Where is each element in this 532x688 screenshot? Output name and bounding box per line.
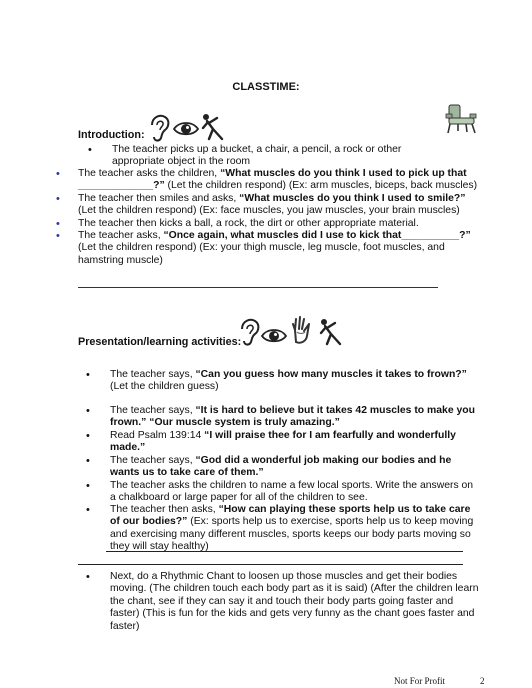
list-item xyxy=(110,369,480,394)
list-item xyxy=(110,480,480,505)
item-text: The teacher asks the children to name a few local sports. Write the answers on a chalkboard or large paper for all of the children to see. xyxy=(110,480,474,504)
presentation-heading: Presentation/learning activities: xyxy=(78,336,242,348)
item-bold-text: “I will praise thee for I am fearfully and wonderfully made.” xyxy=(110,430,456,454)
chant-text: Next, do a Rhythmic Chant to loosen up those muscles and get their bodies moving. (The children touch each body part as it is said) (After the children learn the chant, see if they can say it and touch their body parts going faster and faster) (This is fun for the kids and gets very funny as the chant goes faster and faster) xyxy=(110,571,479,632)
list-item xyxy=(78,193,478,218)
item-bold-text: “Can you guess how many muscles it takes to frown?” xyxy=(195,369,467,380)
item-text: The teacher asks, xyxy=(78,230,164,241)
ear-icon xyxy=(238,316,262,348)
item-text: (Let the children respond) (Ex: face muscles, you jaw muscles, your brain muscles) xyxy=(78,205,460,217)
intro-sub-bullet-text: The teacher picks up a bucket, a chair, a pencil, a rock or other appropriate object in the room xyxy=(112,144,402,168)
ear-icon xyxy=(148,113,172,143)
divider xyxy=(78,564,463,565)
hand-icon xyxy=(290,316,314,344)
item-text: (Let the children respond) (Ex: arm muscles, biceps, back muscles) xyxy=(164,180,478,192)
list-item xyxy=(110,430,480,455)
stretching-person-icon xyxy=(200,113,226,141)
list-item xyxy=(110,571,485,633)
list-item xyxy=(78,168,478,193)
eye-icon xyxy=(172,119,200,139)
divider xyxy=(106,551,463,552)
item-text: The teacher says, xyxy=(110,369,196,380)
chair-icon xyxy=(444,103,482,135)
list-item xyxy=(78,218,478,230)
list-item xyxy=(110,455,480,480)
page-title: CLASSTIME: xyxy=(232,81,300,93)
item-bold-text: “What muscles do you think I used to smile?” xyxy=(239,193,466,204)
item-text: The teacher then asks, xyxy=(110,504,219,515)
footer-label: Not For Profit xyxy=(394,676,446,686)
stretching-person-icon xyxy=(318,318,344,346)
item-text: (Ex: sports help us to exercise, sports help us to keep moving and exercising many different muscles, sports keeps our body parts moving so they will stay healthy) xyxy=(110,516,474,553)
item-text: The teacher says, xyxy=(110,455,196,466)
item-bold-text: “How can playing these sports help us to take care of our bodies?” xyxy=(110,504,471,528)
list-item xyxy=(78,230,478,267)
list-item xyxy=(112,144,442,169)
list-item xyxy=(110,504,480,554)
item-bold-text: “Once again, what muscles did I use to kick that__________?” xyxy=(163,230,471,241)
item-text: Read Psalm 139:14 xyxy=(110,430,205,441)
item-text: (Let the children guess) xyxy=(110,381,219,393)
item-bold-text: “God did a wonderful job making our bodies and he wants us to take care of them.” xyxy=(110,455,452,479)
intro-heading: Introduction: xyxy=(78,129,145,141)
item-text: The teacher says, xyxy=(110,405,196,416)
item-text: (Let the children respond) (Ex: your thigh muscle, leg muscle, foot muscles, and hamstring muscle) xyxy=(78,242,445,266)
eye-icon xyxy=(260,326,288,346)
item-text: The teacher then kicks a ball, a rock, the dirt or other appropriate material. xyxy=(78,218,419,229)
item-text: The teacher then smiles and asks, xyxy=(78,193,240,204)
item-text: The teacher asks the children, xyxy=(78,168,221,179)
list-item xyxy=(110,405,480,430)
page-number: 2 xyxy=(480,676,485,686)
item-bold-text: “What muscles do you think I used to pick up that _____________?” xyxy=(78,168,467,192)
item-bold-text: “It is hard to believe but it takes 42 muscles to make you frown.” “Our muscle system is truly amazing.” xyxy=(110,405,475,429)
divider xyxy=(78,287,438,288)
